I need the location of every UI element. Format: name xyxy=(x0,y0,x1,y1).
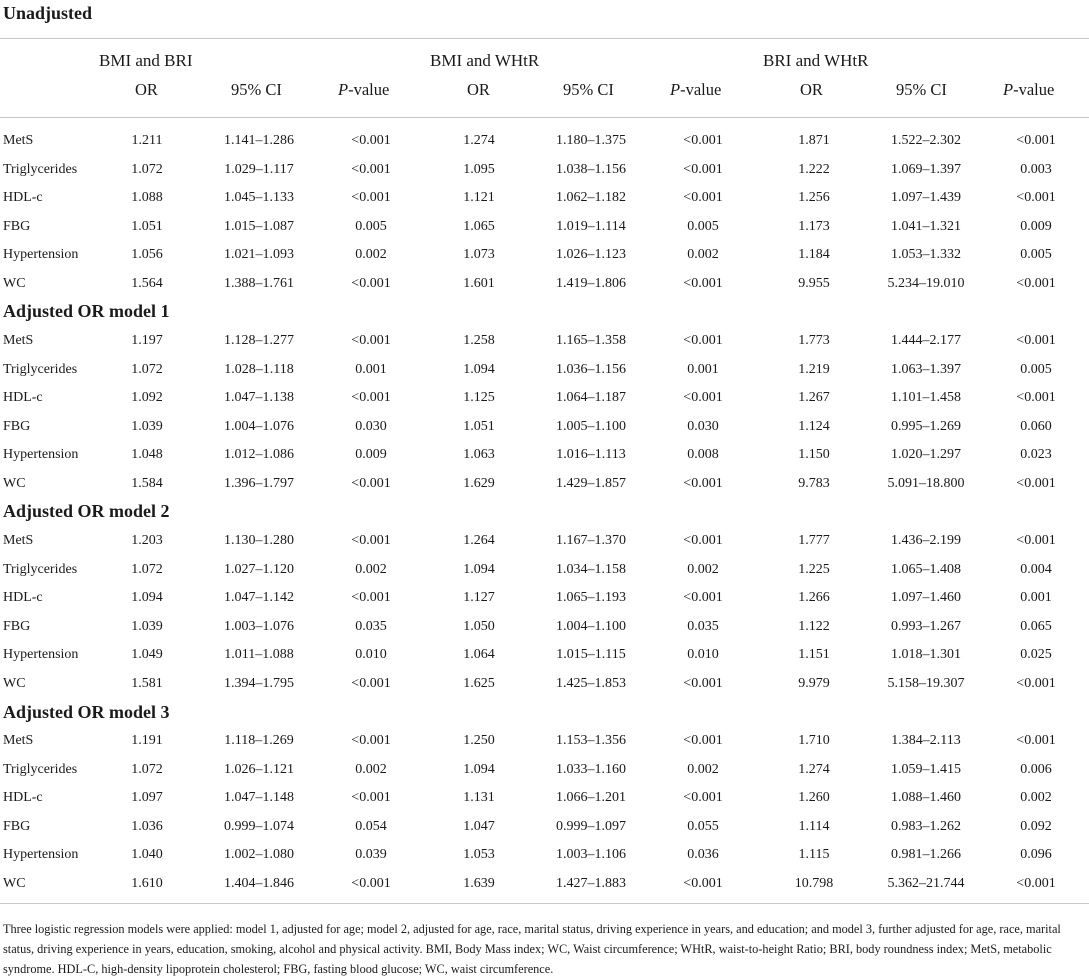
cell-or: 1.125 xyxy=(463,390,495,406)
cell-p-value: <0.001 xyxy=(683,533,723,548)
cell-or: 1.264 xyxy=(463,533,495,548)
cell-ci: 1.038–1.156 xyxy=(556,161,626,177)
cell-ci: 1.026–1.123 xyxy=(556,247,626,263)
cell-or: 1.051 xyxy=(463,418,495,434)
cell-or: 1.871 xyxy=(798,133,830,148)
cell-or: 1.114 xyxy=(798,818,830,834)
cell-ci: 1.130–1.280 xyxy=(224,533,294,548)
cell-or: 1.250 xyxy=(463,733,495,748)
cell-or: 1.036 xyxy=(131,818,163,834)
cell-ci: 1.394–1.795 xyxy=(224,676,294,691)
cell-p-value: 0.002 xyxy=(355,561,387,577)
col-header-p-letter: P xyxy=(1003,80,1014,99)
row-label: Triglycerides xyxy=(3,161,78,177)
cell-ci: 1.388–1.761 xyxy=(224,276,294,291)
cell-p-value: <0.001 xyxy=(1016,333,1056,348)
cell-or: 1.564 xyxy=(131,276,163,291)
row-label: FBG xyxy=(3,218,31,234)
cell-or: 1.072 xyxy=(131,761,163,777)
cell-or: 1.625 xyxy=(463,676,495,691)
cell-p-value: <0.001 xyxy=(351,733,391,748)
cell-p-value: <0.001 xyxy=(1016,476,1056,491)
cell-p-value: 0.060 xyxy=(1020,418,1052,434)
cell-or: 1.050 xyxy=(463,618,495,634)
cell-or: 1.122 xyxy=(798,618,830,634)
cell-or: 1.127 xyxy=(463,590,495,606)
col-header-p-letter: P xyxy=(670,80,681,99)
cell-ci: 1.065–1.193 xyxy=(556,590,626,606)
cell-ci: 1.429–1.857 xyxy=(556,476,626,491)
cell-p-value: <0.001 xyxy=(351,133,391,148)
cell-or: 1.601 xyxy=(463,276,495,291)
cell-p-value: <0.001 xyxy=(683,676,723,691)
cell-p-value: 0.092 xyxy=(1020,818,1052,834)
cell-or: 1.094 xyxy=(463,761,495,777)
cell-p-value: <0.001 xyxy=(683,733,723,748)
cell-or: 1.047 xyxy=(463,818,495,834)
cell-p-value: 0.002 xyxy=(355,247,387,263)
cell-or: 1.256 xyxy=(798,190,830,206)
cell-ci: 1.016–1.113 xyxy=(556,447,626,463)
cell-or: 1.639 xyxy=(463,876,495,891)
cell-ci: 1.027–1.120 xyxy=(224,561,294,577)
cell-ci: 1.101–1.458 xyxy=(891,390,961,406)
cell-p-value: 0.002 xyxy=(355,761,387,777)
cell-ci: 1.419–1.806 xyxy=(556,276,626,291)
cell-ci: 1.012–1.086 xyxy=(224,447,294,463)
cell-or: 1.094 xyxy=(463,561,495,577)
cell-or: 1.173 xyxy=(798,218,830,234)
section-title-model-1: Adjusted OR model 1 xyxy=(3,301,170,321)
row-label: MetS xyxy=(3,133,34,148)
cell-or: 1.777 xyxy=(798,533,830,548)
cell-ci: 1.047–1.142 xyxy=(224,590,294,606)
cell-or: 1.072 xyxy=(131,161,163,177)
row-label: Hypertension xyxy=(3,447,79,463)
col-header-or: OR xyxy=(467,80,490,99)
cell-p-value: 0.025 xyxy=(1020,647,1052,663)
row-label: MetS xyxy=(3,333,34,348)
cell-p-value: 0.065 xyxy=(1020,618,1052,634)
cell-p-value: <0.001 xyxy=(1016,390,1056,406)
cell-or: 9.783 xyxy=(798,476,830,491)
header-rule xyxy=(0,117,1089,118)
cell-or: 9.979 xyxy=(798,676,830,691)
row-label: Hypertension xyxy=(3,847,79,863)
cell-or: 1.258 xyxy=(463,333,495,348)
cell-p-value: 0.004 xyxy=(1020,561,1052,577)
cell-or: 1.039 xyxy=(131,418,163,434)
row-label: WC xyxy=(3,276,26,291)
cell-or: 1.219 xyxy=(798,361,830,377)
row-label: FBG xyxy=(3,418,31,434)
cell-or: 1.274 xyxy=(463,133,495,148)
cell-p-value: <0.001 xyxy=(351,590,391,606)
cell-p-value: <0.001 xyxy=(351,476,391,491)
cell-or: 1.773 xyxy=(798,333,830,348)
cell-p-value: 0.010 xyxy=(355,647,387,663)
cell-p-value: <0.001 xyxy=(1016,190,1056,206)
cell-ci: 1.015–1.115 xyxy=(556,647,626,663)
col-header-p-suffix: -value xyxy=(348,80,390,99)
cell-ci: 1.427–1.883 xyxy=(556,876,626,891)
cell-ci: 1.002–1.080 xyxy=(224,847,294,863)
cell-or: 1.095 xyxy=(463,161,495,177)
cell-or: 1.222 xyxy=(798,161,830,177)
cell-ci: 1.066–1.201 xyxy=(556,790,626,806)
cell-or: 1.581 xyxy=(131,676,163,691)
cell-or: 1.710 xyxy=(798,733,830,748)
col-header-or: OR xyxy=(800,80,823,99)
cell-or: 1.267 xyxy=(798,390,830,406)
cell-ci: 5.234–19.010 xyxy=(887,276,965,291)
cell-p-value: <0.001 xyxy=(683,876,723,891)
cell-ci: 1.004–1.076 xyxy=(224,418,294,434)
cell-or: 1.097 xyxy=(131,790,163,806)
cell-ci: 1.064–1.187 xyxy=(556,390,626,406)
cell-ci: 0.981–1.266 xyxy=(891,847,961,863)
cell-ci: 1.118–1.269 xyxy=(224,733,294,748)
col-header-ci: 95% CI xyxy=(563,80,614,99)
cell-ci: 1.019–1.114 xyxy=(556,218,626,234)
cell-p-value: 0.001 xyxy=(687,361,719,377)
cell-ci: 1.180–1.375 xyxy=(556,133,626,148)
cell-p-value: 0.002 xyxy=(687,561,719,577)
cell-or: 1.053 xyxy=(463,847,495,863)
cell-p-value: 0.005 xyxy=(687,218,719,234)
cell-ci: 5.158–19.307 xyxy=(887,676,965,691)
cell-or: 1.040 xyxy=(131,847,163,863)
col-header-p-value xyxy=(670,80,721,100)
row-label: WC xyxy=(3,676,26,691)
cell-p-value: <0.001 xyxy=(683,190,723,206)
row-label: FBG xyxy=(3,618,31,634)
cell-p-value: 0.008 xyxy=(687,447,719,463)
cell-or: 1.088 xyxy=(131,190,163,206)
cell-p-value: 0.005 xyxy=(1020,247,1052,263)
cell-or: 1.094 xyxy=(463,361,495,377)
group-header-bri-whtr: BRI and WHtR xyxy=(763,51,869,70)
top-rule xyxy=(0,38,1089,39)
cell-ci: 1.097–1.439 xyxy=(891,190,961,206)
cell-or: 1.203 xyxy=(131,533,163,548)
cell-ci: 1.034–1.158 xyxy=(556,561,626,577)
cell-or: 1.150 xyxy=(798,447,830,463)
cell-ci: 1.047–1.148 xyxy=(224,790,294,806)
cell-ci: 1.018–1.301 xyxy=(891,647,961,663)
cell-ci: 1.041–1.321 xyxy=(891,218,961,234)
row-label: Hypertension xyxy=(3,647,79,663)
cell-p-value: <0.001 xyxy=(351,876,391,891)
cell-or: 1.629 xyxy=(463,476,495,491)
cell-p-value: 0.010 xyxy=(687,647,719,663)
row-label: HDL-c xyxy=(3,390,43,406)
cell-p-value: 0.005 xyxy=(1020,361,1052,377)
cell-ci: 1.015–1.087 xyxy=(224,218,294,234)
cell-or: 1.115 xyxy=(798,847,830,863)
cell-ci: 1.141–1.286 xyxy=(224,133,294,148)
row-label: Triglycerides xyxy=(3,361,78,377)
row-label: Triglycerides xyxy=(3,761,78,777)
row-label: Triglycerides xyxy=(3,561,78,577)
cell-or: 1.124 xyxy=(798,418,830,434)
cell-ci: 5.091–18.800 xyxy=(887,476,965,491)
cell-p-value: <0.001 xyxy=(351,390,391,406)
cell-ci: 1.436–2.199 xyxy=(891,533,961,548)
cell-p-value: <0.001 xyxy=(351,533,391,548)
cell-or: 1.051 xyxy=(131,218,163,234)
cell-p-value: <0.001 xyxy=(683,390,723,406)
col-header-p-letter: P xyxy=(338,80,349,99)
cell-or: 1.072 xyxy=(131,361,163,377)
cell-p-value: 0.002 xyxy=(687,761,719,777)
section-title-model-2: Adjusted OR model 2 xyxy=(3,501,170,521)
cell-or: 10.798 xyxy=(794,876,834,891)
cell-p-value: 0.055 xyxy=(687,818,719,834)
section-title-model-3: Adjusted OR model 3 xyxy=(3,702,170,722)
col-header-ci: 95% CI xyxy=(231,80,282,99)
cell-ci: 1.033–1.160 xyxy=(556,761,626,777)
cell-ci: 1.045–1.133 xyxy=(224,190,294,206)
cell-p-value: <0.001 xyxy=(1016,676,1056,691)
cell-ci: 0.993–1.267 xyxy=(891,618,961,634)
row-label: FBG xyxy=(3,818,31,834)
cell-p-value: <0.001 xyxy=(683,333,723,348)
cell-or: 1.048 xyxy=(131,447,163,463)
cell-ci: 1.059–1.415 xyxy=(891,761,961,777)
cell-ci: 0.999–1.097 xyxy=(556,818,626,834)
cell-p-value: <0.001 xyxy=(1016,533,1056,548)
group-header-bmi-whtr: BMI and WHtR xyxy=(430,51,540,70)
cell-or: 1.056 xyxy=(131,247,163,263)
cell-p-value: 0.009 xyxy=(355,447,387,463)
cell-p-value: 0.006 xyxy=(1020,761,1052,777)
cell-ci: 1.053–1.332 xyxy=(891,247,961,263)
cell-p-value: <0.001 xyxy=(683,133,723,148)
cell-p-value: <0.001 xyxy=(683,476,723,491)
row-label: WC xyxy=(3,876,26,891)
cell-or: 1.092 xyxy=(131,390,163,406)
cell-or: 1.063 xyxy=(463,447,495,463)
cell-ci: 1.029–1.117 xyxy=(224,161,294,177)
cell-or: 1.131 xyxy=(463,790,495,806)
cell-ci: 1.004–1.100 xyxy=(556,618,626,634)
cell-p-value: <0.001 xyxy=(351,190,391,206)
cell-ci: 1.028–1.118 xyxy=(224,361,294,377)
col-header-p-suffix: -value xyxy=(1013,80,1055,99)
section-title-unadjusted: Unadjusted xyxy=(3,3,93,23)
cell-p-value: <0.001 xyxy=(683,590,723,606)
cell-p-value: 0.009 xyxy=(1020,218,1052,234)
bottom-rule xyxy=(0,903,1089,904)
cell-p-value: 0.035 xyxy=(355,618,387,634)
table-footnote: Three logistic regression models were applied: model 1, adjusted for age; model 2, adjusted for age, race, marital status, driving experience in years, and education; and model 3, further adjusted for age, race, marital status, driving experience in years, education, smoking, alcohol and physical activity. BMI, Body Mass index; WC, Waist circumference; WHtR, waist-to-height Ratio; BRI, body roundness index; MetS, metabolic syndrome. HDL-C, high-density lipoprotein cholesterol; FBG, fasting blood glucose; WC, waist circumference. xyxy=(3,922,1061,976)
cell-or: 1.191 xyxy=(131,733,163,748)
cell-p-value: 0.005 xyxy=(355,218,387,234)
cell-ci: 1.396–1.797 xyxy=(224,476,294,491)
cell-ci: 1.404–1.846 xyxy=(224,876,294,891)
group-header-bmi-bri: BMI and BRI xyxy=(99,51,193,70)
cell-p-value: 0.096 xyxy=(1020,847,1052,863)
cell-ci: 1.063–1.397 xyxy=(891,361,961,377)
cell-or: 1.610 xyxy=(131,876,163,891)
cell-p-value: 0.030 xyxy=(687,418,719,434)
cell-p-value: 0.002 xyxy=(1020,790,1052,806)
cell-ci: 1.011–1.088 xyxy=(224,647,294,663)
cell-ci: 5.362–21.744 xyxy=(887,876,965,891)
row-label: HDL-c xyxy=(3,190,43,206)
cell-or: 1.197 xyxy=(131,333,163,348)
cell-ci: 1.425–1.853 xyxy=(556,676,626,691)
cell-p-value: 0.001 xyxy=(1020,590,1052,606)
cell-or: 1.049 xyxy=(131,647,163,663)
cell-p-value: 0.003 xyxy=(1020,161,1052,177)
cell-or: 1.184 xyxy=(798,247,830,263)
cell-ci: 1.069–1.397 xyxy=(891,161,961,177)
col-header-p-suffix: -value xyxy=(680,80,722,99)
row-label: MetS xyxy=(3,533,34,548)
cell-p-value: <0.001 xyxy=(1016,276,1056,291)
cell-ci: 1.128–1.277 xyxy=(224,333,294,348)
cell-ci: 1.005–1.100 xyxy=(556,418,626,434)
cell-ci: 1.065–1.408 xyxy=(891,561,961,577)
cell-ci: 1.021–1.093 xyxy=(224,247,294,263)
col-header-p-value xyxy=(1003,80,1054,100)
cell-ci: 1.026–1.121 xyxy=(224,761,294,777)
cell-or: 1.072 xyxy=(131,561,163,577)
cell-p-value: 0.039 xyxy=(355,847,387,863)
cell-p-value: <0.001 xyxy=(683,161,723,177)
cell-p-value: <0.001 xyxy=(683,790,723,806)
cell-p-value: <0.001 xyxy=(351,161,391,177)
cell-or: 9.955 xyxy=(798,276,830,291)
cell-p-value: 0.001 xyxy=(355,361,387,377)
cell-p-value: 0.054 xyxy=(355,818,387,834)
cell-p-value: <0.001 xyxy=(351,276,391,291)
cell-ci: 1.167–1.370 xyxy=(556,533,626,548)
cell-ci: 0.983–1.262 xyxy=(891,818,961,834)
row-label: MetS xyxy=(3,733,34,748)
cell-or: 1.274 xyxy=(798,761,830,777)
col-header-p-value xyxy=(338,80,389,100)
cell-ci: 0.999–1.074 xyxy=(224,818,294,834)
row-label: HDL-c xyxy=(3,590,43,606)
row-label: HDL-c xyxy=(3,790,43,806)
cell-ci: 1.020–1.297 xyxy=(891,447,961,463)
cell-or: 1.064 xyxy=(463,647,495,663)
cell-or: 1.151 xyxy=(798,647,830,663)
cell-or: 1.065 xyxy=(463,218,495,234)
cell-p-value: <0.001 xyxy=(1016,876,1056,891)
cell-ci: 1.036–1.156 xyxy=(556,361,626,377)
col-header-or: OR xyxy=(135,80,158,99)
cell-ci: 1.165–1.358 xyxy=(556,333,626,348)
cell-p-value: <0.001 xyxy=(351,333,391,348)
row-label: WC xyxy=(3,476,26,491)
cell-ci: 1.522–2.302 xyxy=(891,133,961,148)
cell-p-value: <0.001 xyxy=(1016,133,1056,148)
cell-or: 1.073 xyxy=(463,247,495,263)
cell-or: 1.584 xyxy=(131,476,163,491)
cell-ci: 1.047–1.138 xyxy=(224,390,294,406)
col-header-ci: 95% CI xyxy=(896,80,947,99)
cell-p-value: <0.001 xyxy=(683,276,723,291)
cell-or: 1.039 xyxy=(131,618,163,634)
cell-p-value: 0.030 xyxy=(355,418,387,434)
cell-or: 1.260 xyxy=(798,790,830,806)
cell-ci: 1.097–1.460 xyxy=(891,590,961,606)
cell-or: 1.211 xyxy=(131,133,163,148)
cell-p-value: 0.036 xyxy=(687,847,719,863)
cell-p-value: <0.001 xyxy=(1016,733,1056,748)
cell-or: 1.266 xyxy=(798,590,830,606)
cell-p-value: <0.001 xyxy=(351,676,391,691)
cell-or: 1.094 xyxy=(131,590,163,606)
row-label: Hypertension xyxy=(3,247,79,263)
cell-p-value: 0.002 xyxy=(687,247,719,263)
cell-or: 1.225 xyxy=(798,561,830,577)
cell-ci: 1.384–2.113 xyxy=(891,733,961,748)
cell-ci: 0.995–1.269 xyxy=(891,418,961,434)
cell-ci: 1.003–1.076 xyxy=(224,618,294,634)
cell-ci: 1.062–1.182 xyxy=(556,190,626,206)
cell-p-value: 0.035 xyxy=(687,618,719,634)
cell-ci: 1.003–1.106 xyxy=(556,847,626,863)
cell-ci: 1.153–1.356 xyxy=(556,733,626,748)
cell-ci: 1.444–2.177 xyxy=(891,333,961,348)
cell-ci: 1.088–1.460 xyxy=(891,790,961,806)
cell-p-value: 0.023 xyxy=(1020,447,1052,463)
cell-or: 1.121 xyxy=(463,190,495,206)
cell-p-value: <0.001 xyxy=(351,790,391,806)
